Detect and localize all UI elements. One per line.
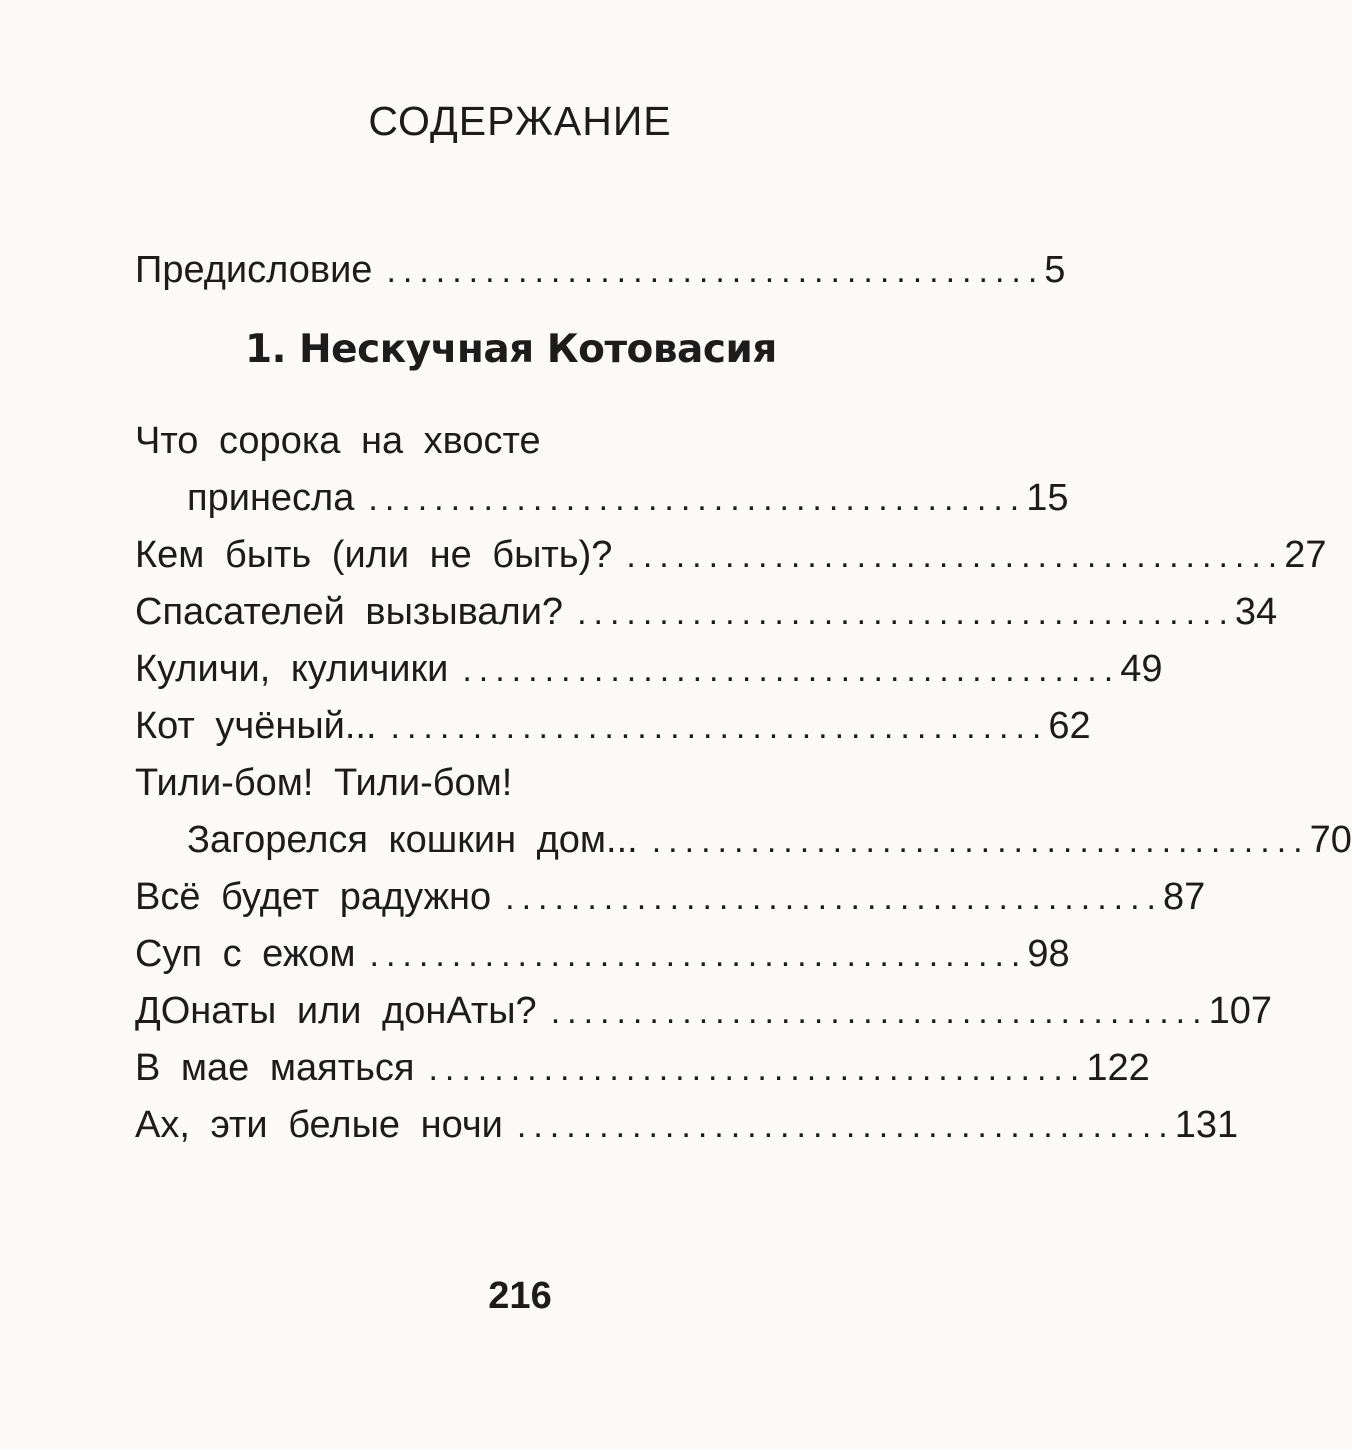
toc-entry-label: Кем быть (или не быть)? [135,534,613,576]
toc-entry-page: 15 [1026,477,1069,519]
toc-entry[interactable] [135,929,1070,979]
toc-entry-page: 5 [1044,249,1066,291]
toc-entry-label: Куличи, куличики [135,648,449,690]
toc-entry-page: 27 [1284,534,1327,576]
toc-entry-label: Предисловие [135,249,373,291]
toc-entry[interactable] [135,986,1272,1036]
toc-entry[interactable] [135,1100,1239,1150]
section-heading: 1. Нескучная Котовасия [245,327,777,372]
dot-leader: ........................................ [505,879,1163,917]
dot-leader: ........................................ [550,993,1209,1031]
toc-entry-page: 122 [1086,1047,1150,1089]
toc-entry-page: 70 [1309,819,1352,861]
toc-entry[interactable] [135,872,1206,922]
toc-entry[interactable] [135,644,1163,694]
dot-leader: ........................................ [651,822,1310,860]
toc-entry-preface[interactable] [135,245,1066,295]
toc-entry-label: Ах, эти белые ночи [135,1104,503,1146]
toc-entry-label: Всё будет радужно [135,876,492,918]
toc-entry[interactable] [135,587,1278,637]
toc-entry-label: Кот учёный... [135,705,377,747]
toc-entry-label: В мае маяться [135,1047,415,1089]
toc-entry-page: 34 [1234,591,1278,633]
dot-leader: ........................................ [428,1050,1087,1088]
toc-entry-label: принесла [187,477,355,519]
toc-entry-page: 131 [1174,1104,1239,1146]
toc-entry-page: 87 [1162,876,1206,918]
toc-entry-line1[interactable]: Что сорока на хвосте [135,420,541,462]
toc-entry-label: ДОнаты или донАты? [135,990,537,1032]
toc-entry-label: Загорелся кошкин дом... [187,819,638,861]
toc-entry[interactable] [135,701,1091,751]
dot-leader: ........................................ [369,936,1028,974]
toc-entry-line1[interactable]: Тили-бом! Тили-бом! [135,762,513,804]
toc-entry[interactable] [135,1043,1150,1093]
toc-entry-page: 107 [1208,990,1272,1032]
toc-entry-page: 49 [1120,648,1163,690]
dot-leader: ........................................ [577,594,1235,632]
toc-entry-page: 98 [1027,933,1070,975]
dot-leader: ........................................ [626,537,1285,575]
toc-entry-label: Суп с ежом [135,933,356,975]
toc-entry[interactable] [135,530,1327,580]
page-number: 216 [488,1275,552,1317]
dot-leader: ........................................ [462,651,1121,689]
dot-leader: ........................................ [368,480,1027,518]
dot-leader: ........................................ [386,252,1045,290]
toc-entry-label: Спасателей вызывали? [135,591,564,633]
toc-title: СОДЕРЖАНИЕ [368,98,672,144]
toc-entry-page: 62 [1048,705,1091,747]
toc-entry[interactable] [187,473,1069,523]
dot-leader: ........................................ [390,708,1049,746]
dot-leader: ........................................ [516,1107,1175,1145]
toc-entry[interactable] [187,815,1352,865]
